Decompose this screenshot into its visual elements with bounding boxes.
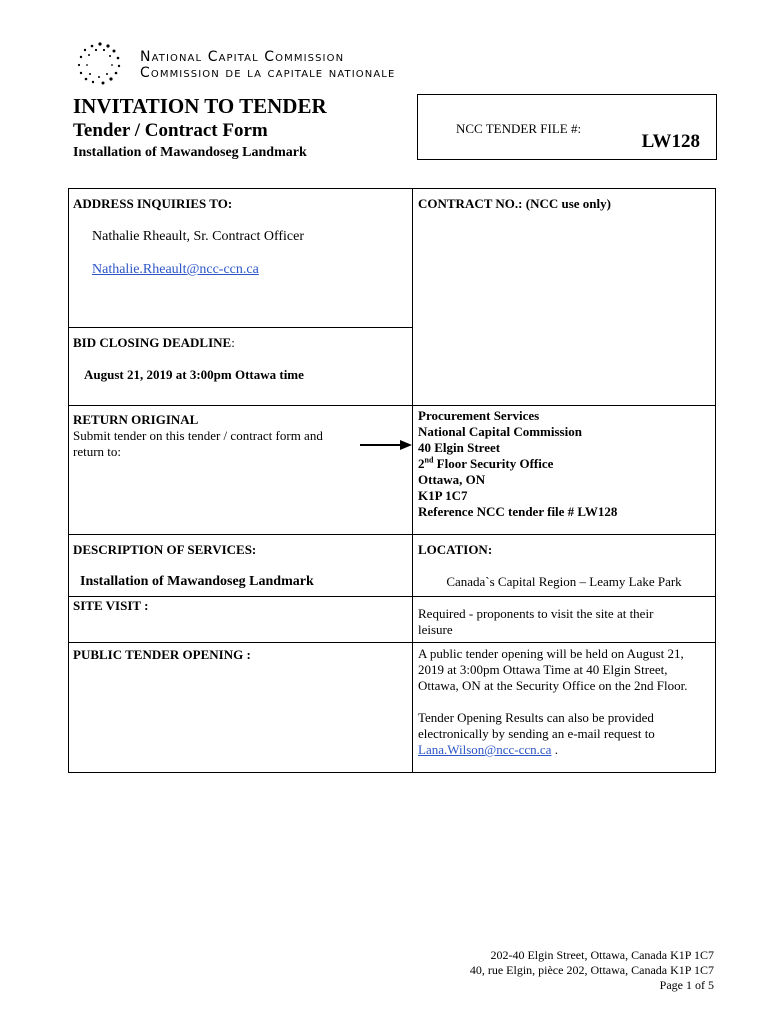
address-line-4: 2nd Floor Security Office: [418, 455, 554, 471]
description-value: Installation of Mawandoseg Landmark: [80, 574, 314, 589]
arrow-right-icon: [360, 438, 412, 452]
inquiries-label: ADDRESS INQUIRIES TO:: [73, 196, 233, 211]
tender-file-box: [417, 94, 717, 160]
opening-para2-line2: electronically by sending an e-mail request to: [418, 726, 655, 741]
return-instructions-line2: return to:: [73, 444, 122, 459]
opening-para1-line1: A public tender opening will be held on August 21,: [418, 646, 684, 661]
address-line-7: Reference NCC tender file # LW128: [418, 504, 618, 519]
page-number: Page 1 of 5: [659, 978, 714, 992]
tender-file-label: NCC TENDER FILE #:: [456, 121, 582, 136]
address-line-1: Procurement Services: [418, 408, 540, 423]
return-original-label: RETURN ORIGINAL: [73, 412, 199, 427]
description-label: DESCRIPTION OF SERVICES:: [73, 542, 257, 557]
page-title: INVITATION TO TENDER: [73, 94, 327, 118]
ncc-logo: [72, 38, 432, 88]
page-subtitle: Tender / Contract Form: [73, 120, 268, 141]
opening-para2-line1: Tender Opening Results can also be provided: [418, 710, 654, 725]
inquiries-email-link[interactable]: Nathalie.Rheault@ncc-ccn.ca: [92, 262, 259, 277]
address-line-5: Ottawa, ON: [418, 472, 486, 487]
site-visit-value-line2: leisure: [418, 622, 453, 637]
opening-para1-line3: Ottawa, ON at the Security Office on the 2nd Floor.: [418, 678, 688, 693]
opening-email-line: Lana.Wilson@ncc-ccn.ca .: [418, 742, 558, 757]
project-name: Installation of Mawandoseg Landmark: [73, 145, 307, 160]
opening-email-link[interactable]: Lana.Wilson@ncc-ccn.ca: [418, 742, 552, 757]
ncc-logo-emblem-icon: [72, 38, 128, 88]
footer-address-english: 202-40 Elgin Street, Ottawa, Canada K1P 1C7: [490, 948, 714, 962]
footer-address-french: 40, rue Elgin, pièce 202, Ottawa, Canada K1P 1C7: [469, 963, 714, 977]
site-visit-value-line1: Required - proponents to visit the site at their: [418, 606, 654, 621]
inquiries-contact: Nathalie Rheault, Sr. Contract Officer: [92, 229, 305, 244]
address-line-2: National Capital Commission: [418, 424, 582, 439]
opening-para1-line2: 2019 at 3:00pm Ottawa Time at 40 Elgin Street,: [418, 662, 668, 677]
org-name-french: Commission de la capitale nationale: [140, 65, 396, 81]
location-label: LOCATION:: [418, 542, 493, 557]
deadline-label: BID CLOSING DEADLINE:: [73, 335, 235, 350]
contract-number-label: CONTRACT NO.: (NCC use only): [418, 196, 611, 211]
address-line-6: K1P 1C7: [418, 488, 468, 503]
deadline-value: August 21, 2019 at 3:00pm Ottawa time: [84, 367, 304, 382]
location-value: Canada`s Capital Region – Leamy Lake Park: [446, 574, 682, 589]
return-instructions-line1: Submit tender on this tender / contract form and: [73, 428, 323, 443]
address-line-3: 40 Elgin Street: [418, 440, 501, 455]
public-opening-label: PUBLIC TENDER OPENING :: [73, 647, 251, 662]
org-name-english: National Capital Commission: [140, 49, 345, 65]
tender-file-number: LW128: [641, 131, 700, 152]
site-visit-label: SITE VISIT :: [73, 598, 149, 613]
